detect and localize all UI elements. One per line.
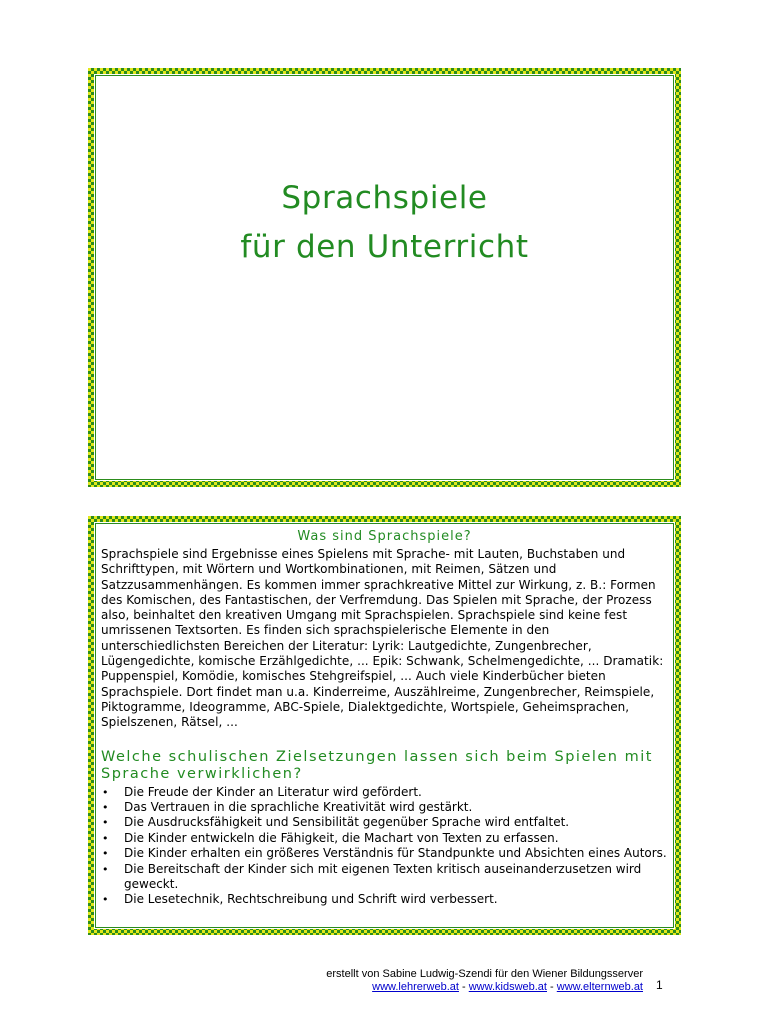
bullet-icon: • bbox=[102, 785, 109, 799]
link-kidsweb[interactable]: www.kidsweb.at bbox=[468, 981, 547, 993]
list-item: • Die Kinder erhalten ein größeres Verständnis für Standpunkte und Absichten eines Autors. bbox=[102, 846, 667, 861]
title-line-1: Sprachspiele bbox=[281, 180, 488, 216]
page-number: 1 bbox=[656, 978, 663, 992]
link-lehrerweb[interactable]: www.lehrerweb.at bbox=[372, 981, 459, 993]
list-item: • Die Kinder entwickeln die Fähigkeit, die Machart von Texten zu erfassen. bbox=[102, 830, 559, 845]
footer-credit: erstellt von Sabine Ludwig-Szendi für den Wiener Bildungsserver bbox=[326, 968, 643, 980]
content-body bbox=[101, 528, 668, 908]
bullet-icon: • bbox=[102, 800, 109, 814]
section-heading-school-goals: Welche schulischen Zielsetzungen lassen sich beim Spielen mit Sprache verwirklichen? bbox=[101, 748, 653, 782]
link-elternweb[interactable]: www.elternweb.at bbox=[556, 981, 643, 993]
list-item: • Die Ausdrucksfähigkeit und Sensibilität gegenüber Sprache wird entfaltet. bbox=[102, 815, 570, 830]
bullet-icon: • bbox=[102, 816, 109, 830]
link-separator: - bbox=[458, 981, 469, 993]
section-heading-what-are-word-games: Was sind Sprachspiele? bbox=[297, 529, 472, 544]
page-title bbox=[94, 174, 675, 272]
list-item: • Die Lesetechnik, Rechtschreibung und Schrift wird verbessert. bbox=[102, 892, 498, 907]
title-frame bbox=[88, 68, 681, 487]
bullet-icon: • bbox=[102, 893, 109, 907]
bullet-icon: • bbox=[102, 862, 109, 876]
goals-list bbox=[101, 785, 668, 908]
bullet-icon: • bbox=[102, 847, 109, 861]
list-item: • Die Freude der Kinder an Literatur wird gefördert. bbox=[102, 784, 422, 799]
list-item: • Das Vertrauen in die sprachliche Kreativität wird gestärkt. bbox=[102, 799, 473, 814]
list-item: • Die Bereitschaft der Kinder sich mit eigenen Texten kritisch auseinanderzusetzen wird geweckt. bbox=[102, 861, 642, 891]
title-line-2: für den Unterricht bbox=[240, 229, 529, 265]
page-footer bbox=[300, 968, 643, 994]
link-separator: - bbox=[547, 981, 557, 993]
intro-paragraph: Sprachspiele sind Ergebnisse eines Spielens mit Sprache- mit Lauten, Buchstaben und Schrifttypen, mit Wörtern und Wortkombinationen, mit Reimen, Sätzen und Satzzusammenhängen. Es kommen immer sprachkreative Mittel zur Wirkung, z. B.: Formen des Komischen, des Fantastischen, der Verfremdung. Das Spielen mit Sprache, der Prozess also, beinhaltet den kreativen Umgang mit Sprachspielen. Sprachspiele sind keine fest umrissenen Textsorten. Es finden sich sprachspielerische Elemente in den unterschiedlichsten Bereichen der Literatur: Lyrik: Lautgedichte, Zungenbrecher, Lügengedichte, komische Erzählgedichte, ... Epik: Schwank, Schelmengedichte, ... Dramatik: Puppenspiel, Komödie, komisches Stehgreifspiel, ... Auch viele Kinderbücher bieten Sprachspiele. Dort findet man u.a. Kinderreime, Auszählreime, Zungenbrecher, Reimspiele, Piktogramme, Ideogramme, ABC-Spiele, Dialektgedichte, Wortspiele, Geheimsprachen, Spielszenen, Rätsel, ... bbox=[101, 547, 664, 730]
footer-links bbox=[300, 981, 643, 994]
content-frame bbox=[88, 516, 681, 935]
bullet-icon: • bbox=[102, 831, 109, 845]
